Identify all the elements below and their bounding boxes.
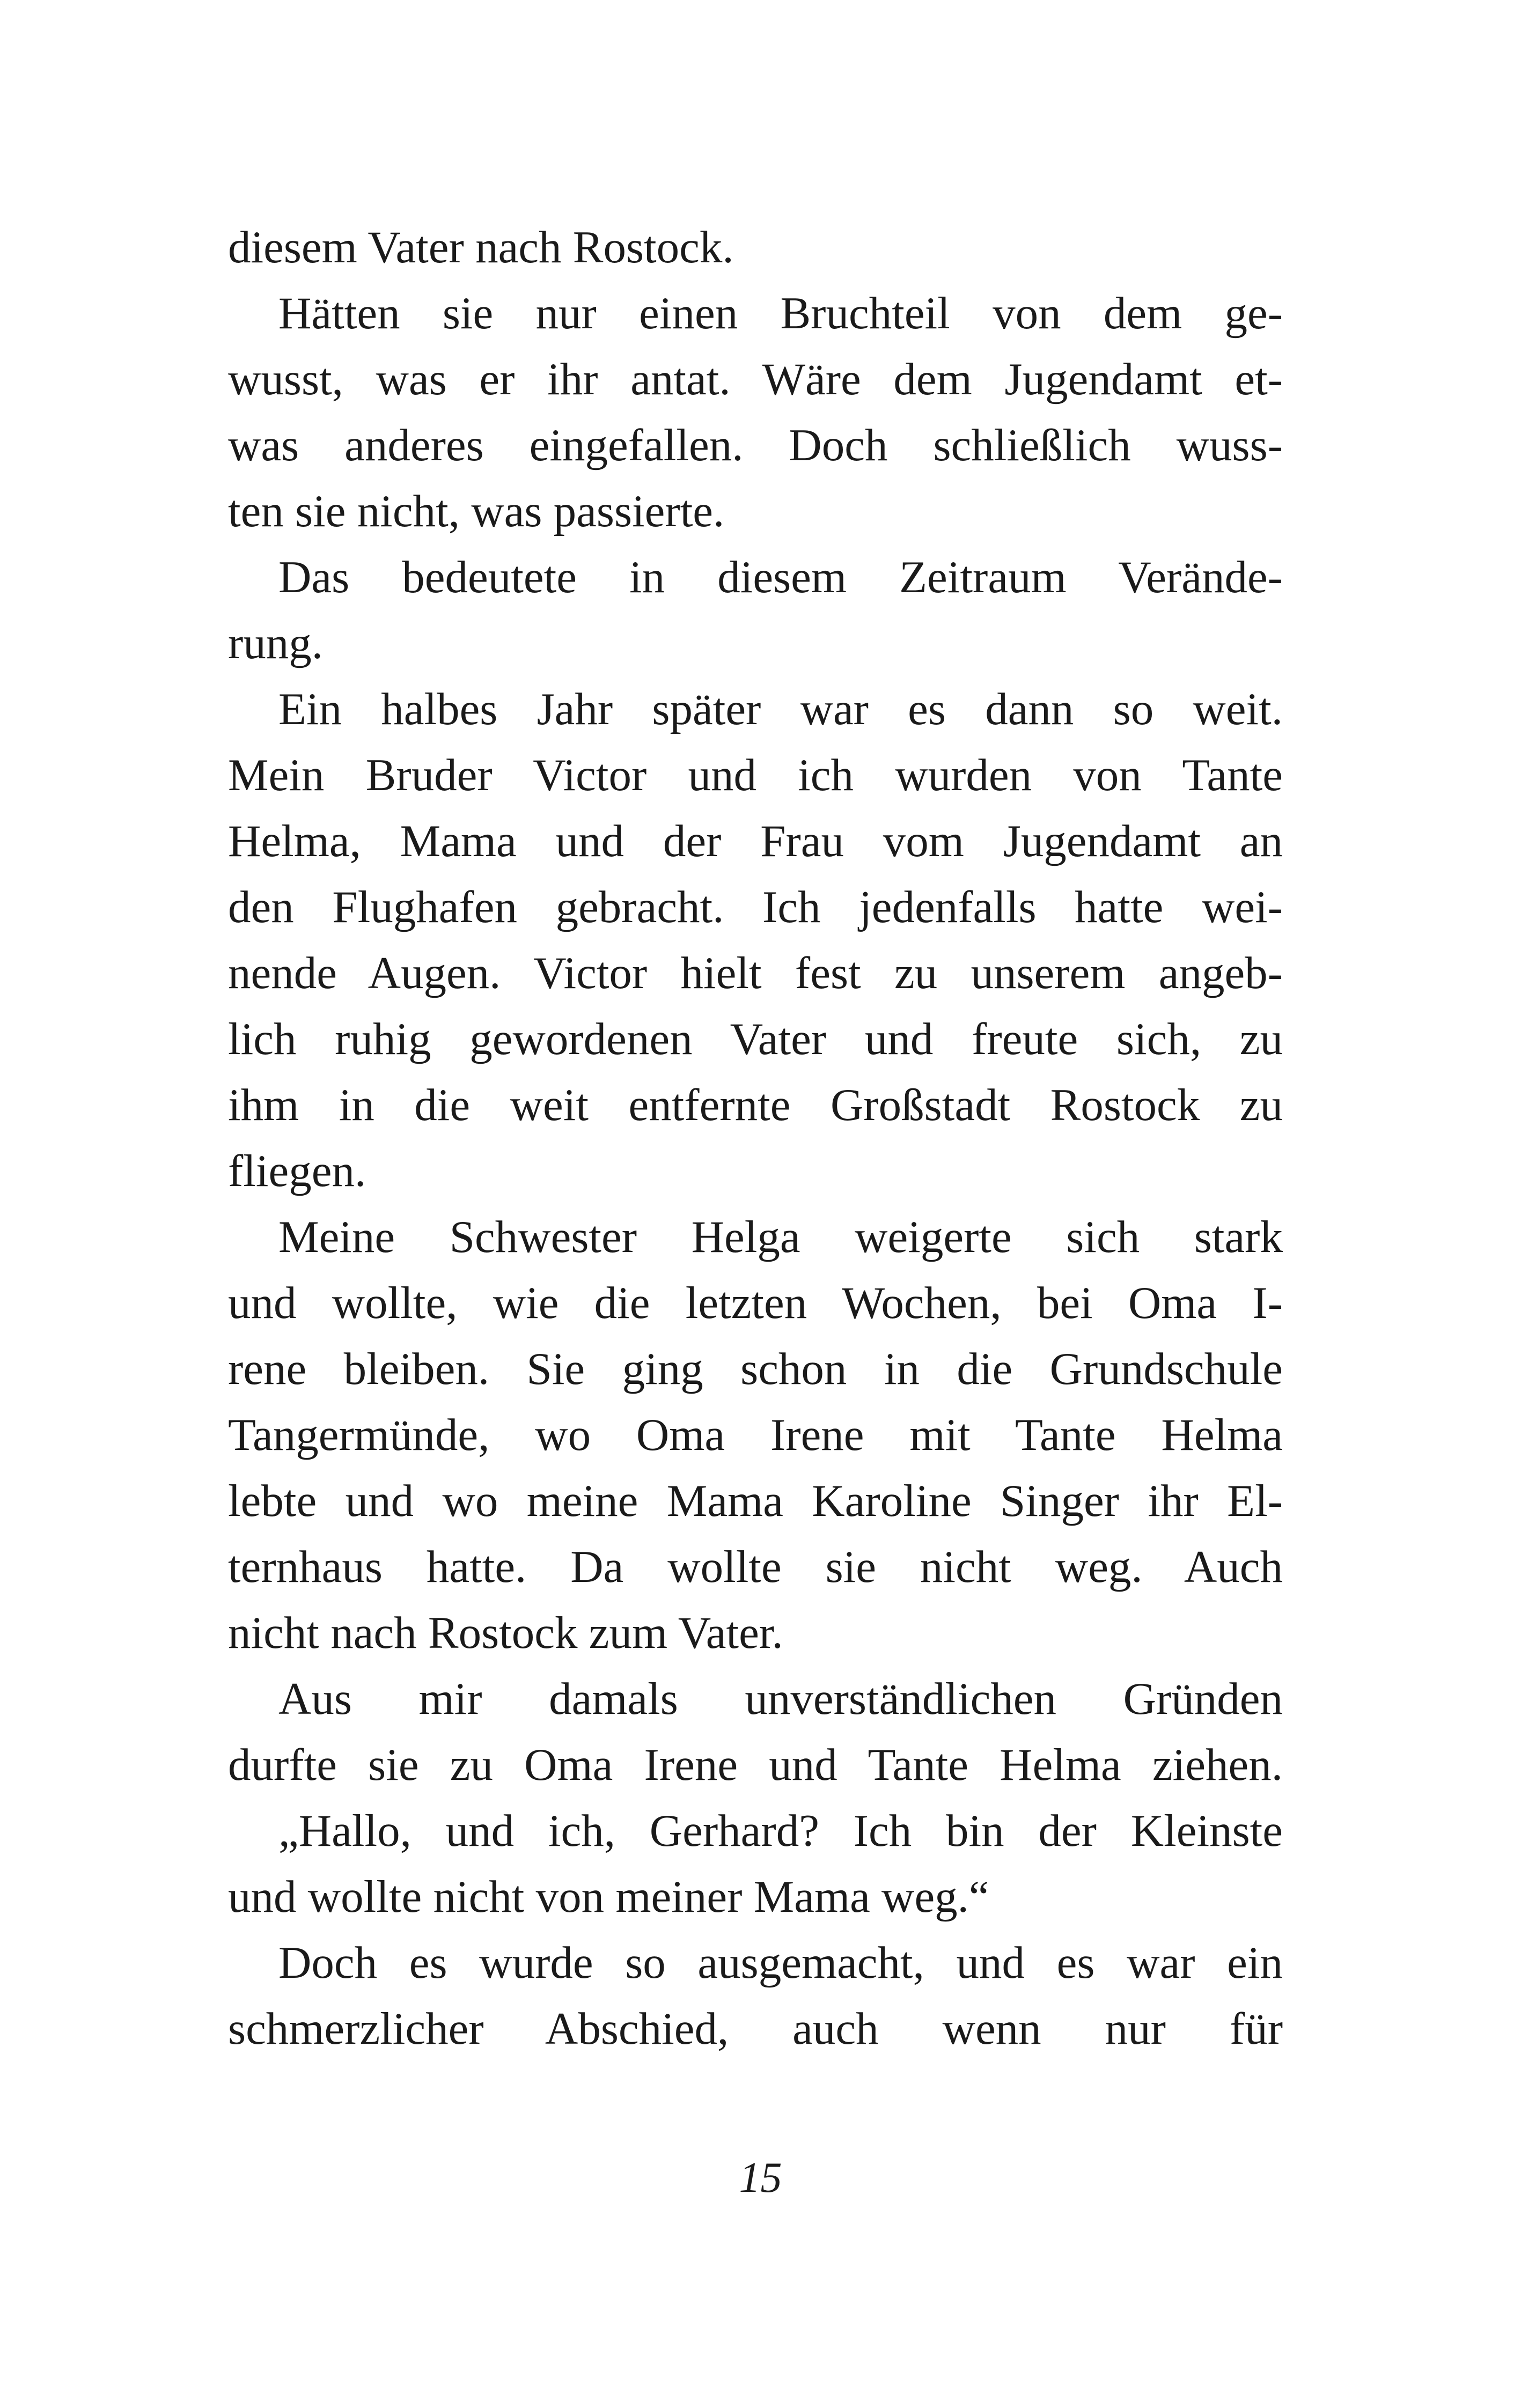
text-line: nende Augen. Victor hielt fest zu unserem angeb- bbox=[228, 948, 1283, 998]
text-line: ihm in die weit entfernte Großstadt Rostock zu bbox=[228, 1080, 1283, 1130]
text-line: rene bleiben. Sie ging schon in die Grundschule bbox=[228, 1344, 1283, 1394]
text-line: Meine Schwester Helga weigerte sich stark bbox=[278, 1212, 1283, 1262]
text-line: Doch es wurde so ausgemacht, und es war ein bbox=[278, 1938, 1283, 1988]
text-line: Das bedeutete in diesem Zeitraum Verände- bbox=[278, 552, 1283, 602]
text-line: ternhaus hatte. Da wollte sie nicht weg. Auch bbox=[228, 1542, 1283, 1592]
text-line: und wollte nicht von meiner Mama weg.“ bbox=[228, 1872, 989, 1922]
text-line: Ein halbes Jahr später war es dann so weit. bbox=[278, 684, 1283, 734]
text-line: den Flughafen gebracht. Ich jedenfalls hatte wei- bbox=[228, 882, 1283, 932]
body-text bbox=[228, 215, 1283, 2062]
text-line: Hätten sie nur einen Bruchteil von dem ge- bbox=[278, 288, 1283, 338]
text-line: durfte sie zu Oma Irene und Tante Helma ziehen. bbox=[228, 1740, 1283, 1790]
text-line: Aus mir damals unverständlichen Gründen bbox=[278, 1674, 1283, 1724]
text-line: wusst, was er ihr antat. Wäre dem Jugendamt et- bbox=[228, 354, 1283, 404]
text-line: diesem Vater nach Rostock. bbox=[228, 222, 734, 273]
text-line: nicht nach Rostock zum Vater. bbox=[228, 1608, 783, 1658]
text-line: schmerzlicher Abschied, auch wenn nur für bbox=[228, 2004, 1283, 2054]
text-line: fliegen. bbox=[228, 1146, 366, 1196]
text-line: ten sie nicht, was passierte. bbox=[228, 486, 725, 536]
text-line: Helma, Mama und der Frau vom Jugendamt an bbox=[228, 816, 1283, 866]
page-number: 15 bbox=[739, 2154, 782, 2201]
text-line: und wollte, wie die letzten Wochen, bei Oma I- bbox=[228, 1278, 1283, 1328]
text-line: lich ruhig gewordenen Vater und freute sich, zu bbox=[228, 1014, 1283, 1064]
text-line: rung. bbox=[228, 618, 324, 668]
text-line: Mein Bruder Victor und ich wurden von Tante bbox=[228, 750, 1283, 800]
text-line: was anderes eingefallen. Doch schließlich wuss- bbox=[228, 420, 1283, 470]
text-line: „Hallo, und ich, Gerhard? Ich bin der Kleinste bbox=[278, 1806, 1283, 1856]
text-line: lebte und wo meine Mama Karoline Singer ihr El- bbox=[228, 1476, 1283, 1526]
text-line: Tangermünde, wo Oma Irene mit Tante Helma bbox=[228, 1410, 1283, 1460]
